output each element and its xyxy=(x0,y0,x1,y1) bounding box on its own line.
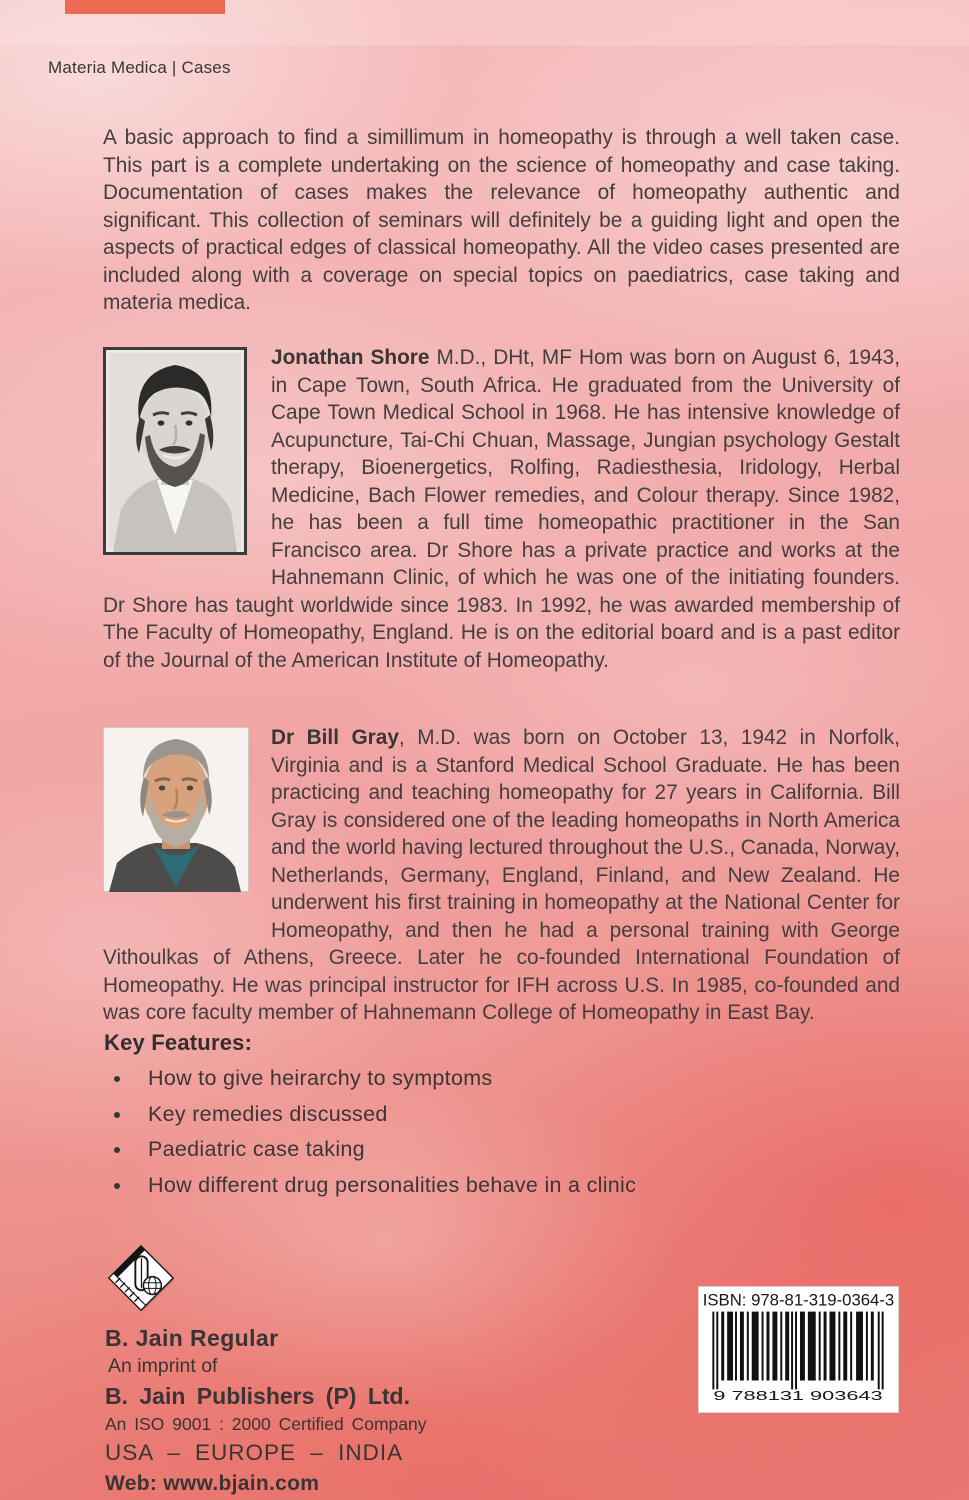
bjain-logo xyxy=(107,1244,175,1312)
author-section-bill-gray xyxy=(103,724,900,1027)
bullet-icon xyxy=(114,1147,120,1153)
bullet-icon xyxy=(114,1076,120,1082)
isbn-barcode-box xyxy=(698,1286,899,1413)
key-feature-text: How different drug personalities behave in a clinic xyxy=(148,1172,637,1197)
imprint-of-label: An imprint of xyxy=(108,1355,218,1377)
category-label: Materia Medica | Cases xyxy=(48,58,231,77)
bill-gray-portrait-graphic xyxy=(103,727,249,892)
bill-gray-bio-text: , M.D. was born on October 13, 1942 in Norfolk, Virginia and is a Stanford Medical School Graduate. He has been practicing and teaching homeopathy for 27 years in California. Bill Gray is considered one of the leading homeopaths in North America and the world having lectured throughout the U.S., Canada, Norway, Netherlands, Germany, England, Finland, and New Zealand. He underwent his first training in homeopathy at the National Center for Homeopathy, and then he had a personal training with George Vithoulkas of Athens, Greece. Later he co-founded International Foundation of Homeopathy. He was principal instructor for IFH across U.S. In 1985, co-founded and was core faculty member of Hahnemann College of Homeopathy in East Bay. xyxy=(103,726,900,1024)
bullet-icon xyxy=(114,1112,120,1118)
barcode-bars xyxy=(712,1312,883,1390)
list-item xyxy=(104,1102,884,1126)
list-item xyxy=(104,1066,884,1090)
top-color-tab xyxy=(65,0,225,14)
jonathan-shore-photo xyxy=(103,347,247,555)
bill-gray-name: Dr Bill Gray xyxy=(271,726,399,749)
barcode-digits: 9 788131 903643 xyxy=(713,1388,883,1404)
isbn-barcode-graphic xyxy=(699,1287,898,1412)
isbn-label: ISBN: 978-81-319-0364-3 xyxy=(702,1290,895,1310)
regions-line: USA – EUROPE – INDIA xyxy=(105,1440,404,1465)
key-features-heading: Key Features: xyxy=(104,1030,253,1055)
list-item xyxy=(104,1137,884,1161)
intro-paragraph: A basic approach to find a simillimum in homeopathy is through a well taken case. This part is a complete undertaking on the science of homeopathy and case taking. Documentation of cases makes the relevance of homeopathy authentic and significant. This collection of seminars will definitely be a guiding light and open the aspects of practical edges of classical homeopathy. All the video cases presented are included along with a coverage on special topics on paediatrics, case taking and materia medica. xyxy=(103,126,900,314)
key-features-list xyxy=(104,1066,884,1208)
publisher-company-name: B. Jain Publishers (P) Ltd. xyxy=(105,1383,410,1409)
iso-certification-line: An ISO 9001 : 2000 Certified Company xyxy=(105,1414,427,1434)
jonathan-shore-name: Jonathan Shore xyxy=(271,346,430,369)
bullet-icon xyxy=(114,1183,120,1189)
author-section-jonathan-shore xyxy=(103,344,900,674)
jonathan-shore-portrait-graphic xyxy=(103,347,247,555)
key-feature-text: How to give heirarchy to symptoms xyxy=(148,1066,493,1090)
publisher-block xyxy=(105,1244,427,1496)
key-feature-text: Paediatric case taking xyxy=(148,1137,365,1161)
imprint-name: B. Jain Regular xyxy=(105,1325,279,1351)
jonathan-shore-bio-text: M.D., DHt, MF Hom was born on August 6, 1943, in Cape Town, South Africa. He graduated from the University of Cape Town Medical School in 1968. He has intensive knowledge of Acupuncture, Tai-Chi Chuan, Massage, Jungian psychology Gestalt therapy, Bioenergetics, Rolfing, Radiesthesia, Iridology, Herbal Medicine, Bach Flower remedies, and Colour therapy. Since 1982, he has been a full time homeopathic practitioner in the San Francisco area. Dr Shore has a private practice and works at the Hahnemann Clinic, of which he was one of the initiating founders. Dr Shore has taught worldwide since 1983. In 1992, he was awarded membership of The Faculty of Homeopathy, England. He is on the editorial board and is a past editor of the Journal of the American Institute of Homeopathy. xyxy=(103,346,901,672)
list-item xyxy=(104,1173,884,1197)
key-feature-text: Key remedies discussed xyxy=(148,1101,388,1126)
website-line: Web: www.bjain.com xyxy=(105,1472,320,1495)
bill-gray-photo xyxy=(103,727,249,892)
